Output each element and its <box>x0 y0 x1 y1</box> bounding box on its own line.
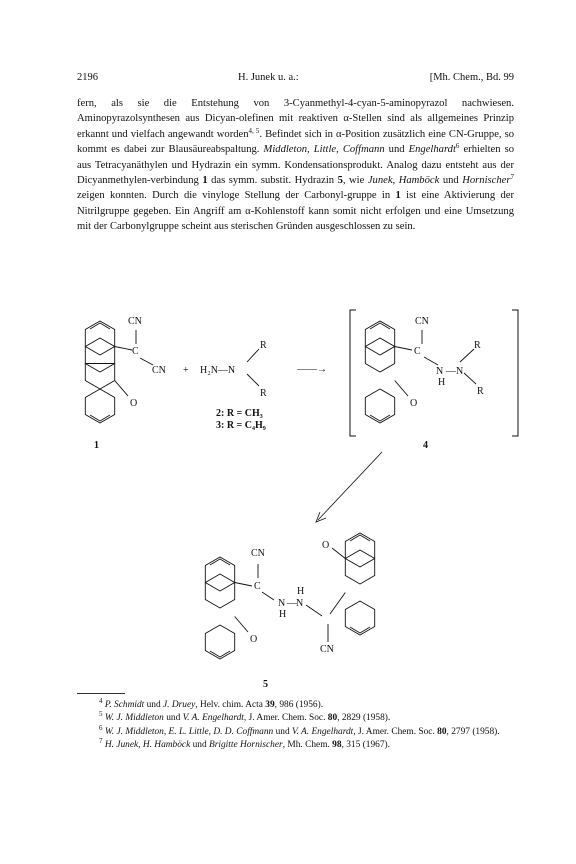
compound-number: 5 <box>337 175 343 187</box>
compound-1-structure <box>85 316 166 451</box>
hydrogen-label: H <box>279 609 287 620</box>
r-group-label: R <box>477 386 484 397</box>
compound-number: 1 <box>395 190 401 202</box>
footnote-ref: 7 <box>510 173 514 182</box>
author-name: Engelhardt <box>408 144 456 156</box>
author-names: Middleton, Little, Coffmann <box>263 144 385 156</box>
footnotes <box>77 699 514 752</box>
cn-label: CN <box>128 316 142 327</box>
compound-2-definition: 2: R = CH₃ <box>216 408 263 419</box>
footnote: $^6$ W. J. Middleton, E. L. Little, D. D. Coffmann und V. A. Engelhardt, J. Amer. Chem. Soc. 80, 2797 (1958). <box>99 723 500 737</box>
footnote-ref: 4, 5 <box>248 126 260 135</box>
running-header <box>77 72 514 86</box>
cn-label: CN <box>152 365 166 376</box>
compound-3-definition: 3: R = C₄H₉ <box>216 420 266 431</box>
hydrazine-reagent <box>183 340 267 431</box>
compound-number: 1 <box>202 175 208 187</box>
footnote-rule <box>77 693 125 694</box>
hydrogen-label: H <box>297 586 305 597</box>
footnote: $^5$ W. J. Middleton und V. A. Engelhardt, J. Amer. Chem. Soc. 80, 2829 (1958). <box>99 710 391 724</box>
reaction-scheme <box>60 302 520 692</box>
plus-sign: + <box>183 365 189 376</box>
compound-label-1: 1 <box>94 440 99 451</box>
compound-label-4: 4 <box>423 440 428 451</box>
paragraph: fern, als sie die Entstehung von 3-Cyanmethyl-4-cyan-5-aminopyrazol nachwiesen. Aminopyrazolsynthesen aus Dicyan-olefinen mit reaktiven α-Stellen sind als allgemeines Prinzip erkannt und vielfach angewandt worden$^{4, 5}$. Befindet sich in α-Position zusätzlich eine CN-Gruppe, so kommt es dabei zur Blausäureabspaltung. Middleton, Little, Coffmann und Engelhardt$^6$ erhielten so aus Tetracyanäthylen und Hydrazin ein symm. Kondensationsprodukt. Analog dazu entsteht aus der Dicyanmethylen-verbindung 1 das symm. substit. Hydrazin 5, wie Junek, Hamböck und Hornischer$^7$ zeigen konnten. Durch die vinyloge Stellung der Carbonyl-gruppe in 1 ist eine Aktivierung der Nitrilgruppe gegeben. Ein Angriff am α-Kohlenstoff kann somit nicht erfolgen und eine Umsetzung mit der Carbonylgruppe scheint aus sterischen Gründen ausgeschlossen zu sein. <box>77 98 515 233</box>
bond-dash: — <box>287 598 297 609</box>
r-group-label: R <box>260 388 267 399</box>
cn-label: CN <box>320 644 334 655</box>
footnote-ref: 6 <box>455 142 460 151</box>
compound-4-structure <box>350 310 518 451</box>
author-names: Junek, Hamböck <box>367 175 440 187</box>
compound-5-structure <box>205 533 374 690</box>
bond-dash: — <box>446 366 456 377</box>
carbon-label: C <box>414 346 421 357</box>
nitrogen-label: N <box>456 366 464 377</box>
oxygen-label: O <box>250 634 258 645</box>
hydrazine-formula: H₂N—N <box>200 365 236 376</box>
nitrogen-label: N <box>296 598 304 609</box>
nitrogen-label: N <box>436 366 444 377</box>
author-name: Hornischer <box>462 175 511 187</box>
oxygen-label: O <box>130 398 138 409</box>
r-group-label: R <box>260 340 267 351</box>
cn-label: CN <box>251 548 265 559</box>
page-number: 2196 <box>77 72 98 83</box>
footnote: $^7$ H. Junek, H. Hamböck und Brigitte Hornischer, Mh. Chem. 98, 315 (1967). <box>99 736 390 750</box>
cn-label: CN <box>415 316 429 327</box>
r-group-label: R <box>474 340 481 351</box>
compound-label-5: 5 <box>263 679 268 690</box>
journal-reference: [Mh. Chem., Bd. 99 <box>429 72 514 83</box>
nitrogen-label: N <box>278 598 286 609</box>
oxygen-label: O <box>322 540 330 551</box>
oxygen-label: O <box>410 398 418 409</box>
footnote: $^4$ P. Schmidt und J. Druey, Helv. chim. Acta 39, 986 (1956). <box>99 697 324 710</box>
body-text <box>77 96 514 235</box>
running-authors: H. Junek u. a.: <box>238 72 299 83</box>
reaction-arrow: ——→ <box>297 364 327 375</box>
diagonal-arrow <box>316 452 382 522</box>
carbon-label: C <box>254 581 261 592</box>
hydrogen-label: H <box>438 377 446 388</box>
carbon-label: C <box>132 346 139 357</box>
